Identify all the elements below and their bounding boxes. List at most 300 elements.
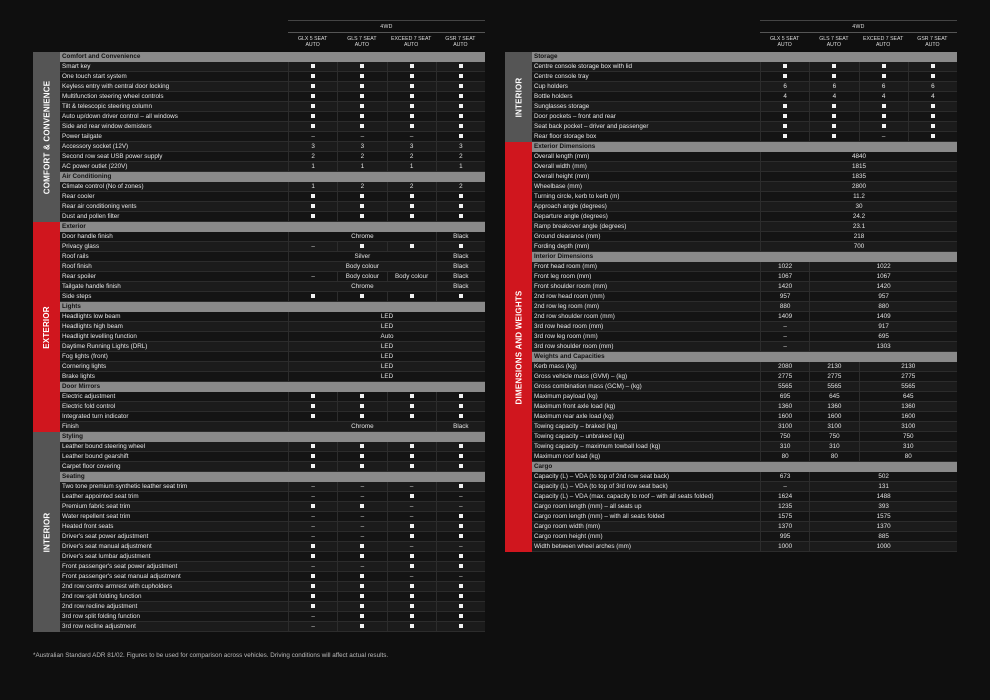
spec-value: 695 xyxy=(809,332,957,342)
spec-row xyxy=(532,222,957,232)
spec-value: 880 xyxy=(809,302,957,312)
standard-feature-icon xyxy=(459,604,463,608)
spec-row xyxy=(532,212,957,222)
spec-value: – xyxy=(760,342,809,352)
standard-feature-icon xyxy=(459,394,463,398)
model-header xyxy=(760,20,957,50)
category-band-label: INTERIOR xyxy=(514,77,524,117)
spec-row xyxy=(532,262,957,272)
spec-value xyxy=(288,62,337,72)
standard-feature-icon xyxy=(410,204,414,208)
section-title: Interior Dimensions xyxy=(534,253,594,260)
section-title: Weights and Capacities xyxy=(534,353,605,360)
spec-value: 5565 xyxy=(859,382,958,392)
standard-feature-icon xyxy=(882,104,886,108)
spec-label: Overall width (mm) xyxy=(534,163,587,170)
spec-value: Body colour xyxy=(288,262,436,272)
standard-feature-icon xyxy=(311,64,315,68)
spec-value xyxy=(288,392,337,402)
spec-value xyxy=(288,82,337,92)
spec-row xyxy=(532,412,957,422)
spec-value xyxy=(288,602,337,612)
spec-row xyxy=(60,182,485,192)
spec-row xyxy=(60,402,485,412)
spec-value: 24.2 xyxy=(760,212,957,222)
standard-feature-icon xyxy=(360,444,364,448)
spec-label: Fog lights (front) xyxy=(62,353,108,360)
spec-label: Bottle holders xyxy=(534,93,573,100)
standard-feature-icon xyxy=(459,554,463,558)
standard-feature-icon xyxy=(360,604,364,608)
spec-value: – xyxy=(288,242,337,252)
spec-label: Ramp breakover angle (degrees) xyxy=(534,223,627,230)
standard-feature-icon xyxy=(360,114,364,118)
standard-feature-icon xyxy=(311,594,315,598)
spec-value xyxy=(337,592,386,602)
spec-value xyxy=(288,402,337,412)
spec-value xyxy=(436,202,485,212)
spec-row xyxy=(60,132,485,142)
spec-value: 1600 xyxy=(809,412,858,422)
standard-feature-icon xyxy=(311,554,315,558)
spec-label: Daytime Running Lights (DRL) xyxy=(62,343,148,350)
spec-value xyxy=(760,72,809,82)
spec-value: 885 xyxy=(809,532,957,542)
section-title: Storage xyxy=(534,53,558,60)
spec-value: 80 xyxy=(760,452,809,462)
spec-value: – xyxy=(337,532,386,542)
section-header xyxy=(532,352,957,362)
spec-value xyxy=(436,412,485,422)
standard-feature-icon xyxy=(360,574,364,578)
spec-value: – xyxy=(760,322,809,332)
standard-feature-icon xyxy=(360,64,364,68)
spec-value: 1575 xyxy=(760,512,809,522)
spec-value: 1 xyxy=(288,182,337,192)
spec-row xyxy=(60,602,485,612)
spec-value: LED xyxy=(288,362,485,372)
model-column-header: GLS 7 SEAT AUTO xyxy=(819,36,849,49)
spec-value xyxy=(859,112,908,122)
spec-value: 957 xyxy=(809,292,957,302)
standard-feature-icon xyxy=(410,214,414,218)
spec-value: – xyxy=(387,482,436,492)
standard-feature-icon xyxy=(410,444,414,448)
spec-value: Body colour xyxy=(387,272,436,282)
spec-row xyxy=(532,292,957,302)
standard-feature-icon xyxy=(410,244,414,248)
spec-value xyxy=(337,552,386,562)
spec-value: 4 xyxy=(760,92,809,102)
model-column-header: GLS 7 SEAT AUTO xyxy=(347,36,377,49)
spec-value: Black xyxy=(436,272,485,282)
spec-row xyxy=(60,142,485,152)
spec-value xyxy=(760,62,809,72)
spec-value xyxy=(337,82,386,92)
section-header xyxy=(60,472,485,482)
spec-value xyxy=(337,292,386,302)
spec-value xyxy=(436,582,485,592)
spec-value xyxy=(387,62,436,72)
standard-feature-icon xyxy=(832,104,836,108)
standard-feature-icon xyxy=(459,414,463,418)
standard-feature-icon xyxy=(410,74,414,78)
standard-feature-icon xyxy=(360,414,364,418)
section-header xyxy=(60,52,485,62)
standard-feature-icon xyxy=(783,64,787,68)
spec-row xyxy=(532,322,957,332)
spec-label: Tailgate handle finish xyxy=(62,283,121,290)
spec-value xyxy=(809,112,858,122)
standard-feature-icon xyxy=(360,94,364,98)
standard-feature-icon xyxy=(931,134,935,138)
spec-value xyxy=(436,82,485,92)
spec-value xyxy=(436,402,485,412)
spec-value: – xyxy=(436,542,485,552)
drivetrain-label: 4WD xyxy=(288,21,485,33)
spec-row xyxy=(532,382,957,392)
spec-row xyxy=(60,62,485,72)
spec-label: One touch start system xyxy=(62,73,127,80)
spec-value: 502 xyxy=(809,472,957,482)
spec-value: 750 xyxy=(760,432,809,442)
standard-feature-icon xyxy=(360,84,364,88)
spec-value xyxy=(288,582,337,592)
spec-value: 23.1 xyxy=(760,222,957,232)
spec-value: 4 xyxy=(859,92,908,102)
spec-value: 1067 xyxy=(809,272,957,282)
spec-row xyxy=(60,572,485,582)
standard-feature-icon xyxy=(882,64,886,68)
spec-value: LED xyxy=(288,312,485,322)
standard-feature-icon xyxy=(360,614,364,618)
spec-value: 30 xyxy=(760,202,957,212)
spec-value: – xyxy=(337,482,386,492)
standard-feature-icon xyxy=(311,84,315,88)
spec-value: LED xyxy=(288,322,485,332)
standard-feature-icon xyxy=(410,554,414,558)
spec-label: Driver's seat manual adjustment xyxy=(62,543,152,550)
standard-feature-icon xyxy=(410,524,414,528)
spec-row xyxy=(60,422,485,432)
spec-row xyxy=(532,372,957,382)
spec-value: – xyxy=(288,482,337,492)
spec-value: 1067 xyxy=(760,272,809,282)
standard-feature-icon xyxy=(783,114,787,118)
standard-feature-icon xyxy=(410,64,414,68)
standard-feature-icon xyxy=(410,394,414,398)
spec-label: Multifunction steering wheel controls xyxy=(62,93,164,100)
spec-label: Capacity (L) – VDA (to top of 3rd row seat back) xyxy=(534,483,668,490)
standard-feature-icon xyxy=(459,534,463,538)
spec-value: 4840 xyxy=(760,152,957,162)
spec-value: 1409 xyxy=(809,312,957,322)
spec-label: Carpet floor covering xyxy=(62,463,121,470)
spec-row xyxy=(532,392,957,402)
standard-feature-icon xyxy=(832,114,836,118)
spec-value xyxy=(809,102,858,112)
spec-value xyxy=(387,522,436,532)
spec-value xyxy=(337,542,386,552)
standard-feature-icon xyxy=(459,454,463,458)
standard-feature-icon xyxy=(360,454,364,458)
standard-feature-icon xyxy=(360,594,364,598)
spec-value: Body colour xyxy=(337,272,386,282)
spec-label: Front shoulder room (mm) xyxy=(534,283,608,290)
spec-row xyxy=(60,582,485,592)
spec-row xyxy=(532,512,957,522)
standard-feature-icon xyxy=(311,444,315,448)
spec-value: 2 xyxy=(387,182,436,192)
spec-value: 1409 xyxy=(760,312,809,322)
standard-feature-icon xyxy=(410,564,414,568)
spec-label: Two tone premium synthetic leather seat trim xyxy=(62,483,188,490)
spec-row xyxy=(532,342,957,352)
spec-value: LED xyxy=(288,352,485,362)
spec-value: 131 xyxy=(809,482,957,492)
spec-value xyxy=(387,532,436,542)
spec-value xyxy=(859,62,908,72)
spec-value: 917 xyxy=(809,322,957,332)
spec-value xyxy=(337,212,386,222)
standard-feature-icon xyxy=(459,584,463,588)
spec-row xyxy=(60,162,485,172)
spec-value: 4 xyxy=(809,92,858,102)
spec-value xyxy=(337,192,386,202)
standard-feature-icon xyxy=(459,514,463,518)
spec-value xyxy=(436,292,485,302)
spec-value: 80 xyxy=(859,452,958,462)
spec-value: Black xyxy=(436,422,485,432)
spec-label: Towing capacity – unbraked (kg) xyxy=(534,433,625,440)
spec-value xyxy=(387,212,436,222)
standard-feature-icon xyxy=(459,64,463,68)
spec-value xyxy=(436,562,485,572)
spec-value: Black xyxy=(436,262,485,272)
spec-value xyxy=(859,122,908,132)
spec-row xyxy=(532,92,957,102)
spec-label: Front head room (mm) xyxy=(534,263,597,270)
spec-row xyxy=(532,172,957,182)
spec-label: Roof rails xyxy=(62,253,89,260)
spec-row xyxy=(60,292,485,302)
section-header xyxy=(60,172,485,182)
standard-feature-icon xyxy=(410,594,414,598)
standard-feature-icon xyxy=(360,204,364,208)
spec-value: 3 xyxy=(337,142,386,152)
spec-label: Maximum roof load (kg) xyxy=(534,453,601,460)
spec-value xyxy=(337,602,386,612)
spec-label: Centre console storage box with lid xyxy=(534,63,633,70)
spec-value xyxy=(436,452,485,462)
spec-row xyxy=(60,522,485,532)
spec-value: 2775 xyxy=(859,372,958,382)
spec-value: 645 xyxy=(809,392,858,402)
spec-value xyxy=(436,122,485,132)
spec-value xyxy=(337,582,386,592)
spec-value xyxy=(809,62,858,72)
standard-feature-icon xyxy=(459,464,463,468)
standard-feature-icon xyxy=(410,614,414,618)
spec-value: 645 xyxy=(859,392,958,402)
spec-row xyxy=(60,452,485,462)
spec-value xyxy=(436,132,485,142)
standard-feature-icon xyxy=(410,114,414,118)
standard-feature-icon xyxy=(459,74,463,78)
spec-value xyxy=(760,122,809,132)
spec-label: Headlights low beam xyxy=(62,313,121,320)
spec-value xyxy=(337,122,386,132)
standard-feature-icon xyxy=(832,134,836,138)
spec-label: Brake lights xyxy=(62,373,95,380)
spec-value: 1360 xyxy=(809,402,858,412)
spec-label: Leather appointed seat trim xyxy=(62,493,139,500)
spec-label: Cargo room height (mm) xyxy=(534,533,603,540)
spec-row xyxy=(60,332,485,342)
spec-row xyxy=(532,62,957,72)
spec-value: 4 xyxy=(908,92,957,102)
spec-value: – xyxy=(387,132,436,142)
spec-label: 3rd row split folding function xyxy=(62,613,141,620)
spec-value: – xyxy=(436,502,485,512)
spec-value: Chrome xyxy=(288,232,436,242)
spec-value xyxy=(760,102,809,112)
spec-value xyxy=(908,72,957,82)
spec-label: Side steps xyxy=(62,293,92,300)
spec-value xyxy=(436,482,485,492)
standard-feature-icon xyxy=(931,124,935,128)
spec-value xyxy=(436,72,485,82)
spec-value: Auto xyxy=(288,332,485,342)
spec-value: 1235 xyxy=(760,502,809,512)
spec-value: Black xyxy=(436,252,485,262)
spec-value xyxy=(809,122,858,132)
spec-value xyxy=(288,212,337,222)
standard-feature-icon xyxy=(459,404,463,408)
spec-value: – xyxy=(760,332,809,342)
spec-value: – xyxy=(387,572,436,582)
spec-row xyxy=(532,542,957,552)
spec-value xyxy=(436,392,485,402)
category-band-label: DIMENSIONS AND WEIGHTS xyxy=(514,290,524,404)
spec-label: Centre console tray xyxy=(534,73,589,80)
standard-feature-icon xyxy=(410,454,414,458)
spec-value: – xyxy=(288,622,337,632)
model-header xyxy=(288,20,485,50)
spec-value xyxy=(337,412,386,422)
model-column-header: GSR 7 SEAT AUTO xyxy=(445,36,476,49)
spec-label: Electric fold control xyxy=(62,403,116,410)
spec-value: 3100 xyxy=(859,422,958,432)
spec-value: 6 xyxy=(908,82,957,92)
spec-label: Door pockets – front and rear xyxy=(534,113,616,120)
spec-label: Auto up/down driver control – all windows xyxy=(62,113,178,120)
standard-feature-icon xyxy=(832,64,836,68)
spec-row xyxy=(60,232,485,242)
spec-label: AC power outlet (220V) xyxy=(62,163,128,170)
section-title: Exterior xyxy=(62,223,86,230)
spec-label: Headlights high beam xyxy=(62,323,123,330)
spec-value: 1370 xyxy=(809,522,957,532)
spec-value xyxy=(387,242,436,252)
spec-value: – xyxy=(387,542,436,552)
standard-feature-icon xyxy=(410,104,414,108)
spec-row xyxy=(60,242,485,252)
spec-value: 995 xyxy=(760,532,809,542)
spec-value: – xyxy=(337,522,386,532)
spec-value: 2080 xyxy=(760,362,809,372)
spec-value xyxy=(387,72,436,82)
spec-value: 2 xyxy=(436,152,485,162)
spec-value xyxy=(387,602,436,612)
spec-row xyxy=(60,362,485,372)
spec-value xyxy=(436,512,485,522)
spec-value: 880 xyxy=(760,302,809,312)
spec-value: 2775 xyxy=(760,372,809,382)
spec-row xyxy=(532,282,957,292)
section-title: Air Conditioning xyxy=(62,173,112,180)
standard-feature-icon xyxy=(459,524,463,528)
standard-feature-icon xyxy=(360,194,364,198)
standard-feature-icon xyxy=(311,464,315,468)
spec-row xyxy=(60,392,485,402)
spec-label: 3rd row head room (mm) xyxy=(534,323,604,330)
category-band-label: INTERIOR xyxy=(42,512,52,552)
spec-row xyxy=(532,72,957,82)
spec-value: – xyxy=(288,532,337,542)
spec-label: Capacity (L) – VDA (to top of 2nd row seat back) xyxy=(534,473,670,480)
standard-feature-icon xyxy=(311,544,315,548)
spec-value xyxy=(387,122,436,132)
spec-value xyxy=(288,442,337,452)
standard-feature-icon xyxy=(783,74,787,78)
spec-value xyxy=(436,192,485,202)
spec-value: LED xyxy=(288,342,485,352)
spec-label: 3rd row leg room (mm) xyxy=(534,333,598,340)
standard-feature-icon xyxy=(931,64,935,68)
standard-feature-icon xyxy=(311,194,315,198)
spec-value xyxy=(337,62,386,72)
spec-value xyxy=(436,532,485,542)
spec-value: 5565 xyxy=(809,382,858,392)
section-header xyxy=(532,252,957,262)
spec-value: Black xyxy=(436,232,485,242)
spec-label: Keyless entry with central door locking xyxy=(62,83,170,90)
spec-label: Cargo room length (mm) – all seats up xyxy=(534,503,642,510)
spec-row xyxy=(60,272,485,282)
standard-feature-icon xyxy=(311,114,315,118)
spec-value: 1835 xyxy=(760,172,957,182)
spec-value xyxy=(760,132,809,142)
spec-label: Turning circle, kerb to kerb (m) xyxy=(534,193,620,200)
spec-row xyxy=(532,452,957,462)
spec-value xyxy=(387,492,436,502)
spec-row xyxy=(532,202,957,212)
spec-label: 2nd row recline adjustment xyxy=(62,603,138,610)
spec-value: – xyxy=(288,132,337,142)
spec-value xyxy=(288,92,337,102)
standard-feature-icon xyxy=(311,604,315,608)
spec-row xyxy=(532,302,957,312)
standard-feature-icon xyxy=(311,214,315,218)
category-band xyxy=(505,52,532,142)
spec-value xyxy=(436,102,485,112)
spec-value xyxy=(859,102,908,112)
spec-value: – xyxy=(387,502,436,512)
spec-value xyxy=(288,72,337,82)
standard-feature-icon xyxy=(459,294,463,298)
standard-feature-icon xyxy=(459,84,463,88)
